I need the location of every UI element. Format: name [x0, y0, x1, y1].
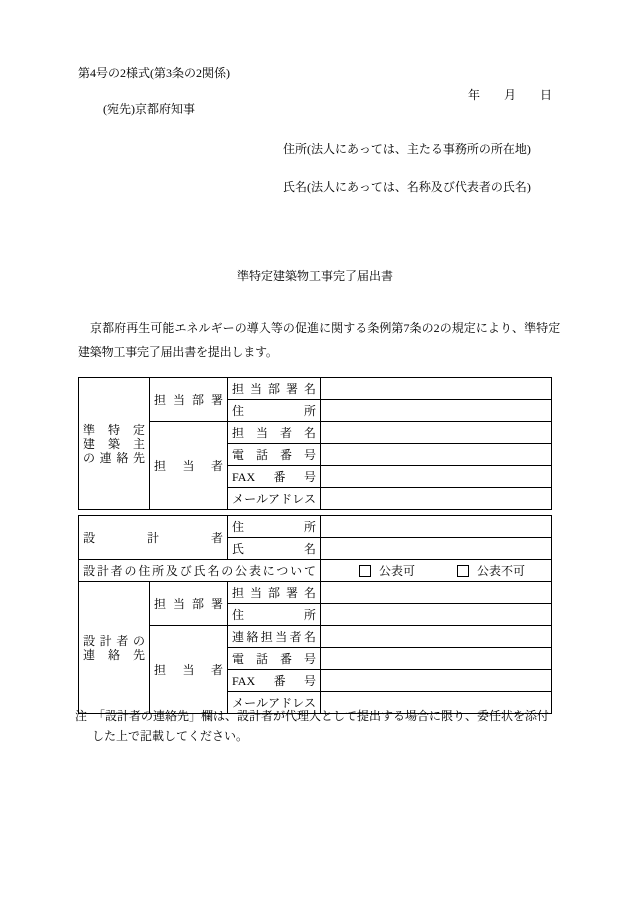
designer-dept-name-label: 担当部署名 — [228, 582, 321, 604]
checkbox-publish-ok-box-icon[interactable] — [359, 565, 371, 577]
footnote-line-1: 注 「設計者の連絡先」欄は、設計者が代理人として提出する場合に限り、委任状を添付 — [75, 709, 550, 723]
field-designer-fax[interactable] — [321, 670, 552, 692]
builder-contact-table — [78, 377, 552, 510]
builder-contact-group-label: 準特定 建築主 の連絡先 — [79, 378, 150, 510]
field-builder-person-name[interactable] — [321, 422, 552, 444]
builder-fax-label: FAX番号 — [228, 466, 321, 488]
footnote — [75, 706, 559, 746]
designer-dept-address-label: 住所 — [228, 604, 321, 626]
builder-email-label: メールアドレス — [228, 488, 321, 510]
recipient-line: (宛先)京都府知事 — [103, 102, 195, 116]
designer-contact-person-label: 連絡担当者名 — [228, 626, 321, 648]
designer-dept-group-label: 担当部署 — [150, 582, 228, 626]
designer-group-label: 設計者 — [79, 516, 228, 560]
designer-phone-label: 電話番号 — [228, 648, 321, 670]
body-paragraph: 京都府再生可能エネルギーの導入等の促進に関する条例第7条の2の規定により、準特定建築物工事完了届出書を提出します。 — [78, 321, 560, 359]
checkbox-publish-no-box-icon[interactable] — [457, 565, 469, 577]
field-designer-dept-name[interactable] — [321, 582, 552, 604]
field-designer-address[interactable] — [321, 516, 552, 538]
checkbox-publish-no-label: 公表不可 — [477, 563, 526, 578]
document-title: 準特定建築物工事完了届出書 — [236, 269, 393, 283]
form-number: 第4号の2様式(第3条の2関係) — [78, 66, 230, 80]
builder-person-group-label: 担当者 — [150, 422, 228, 510]
builder-dept-name-label: 担当部署名 — [228, 378, 321, 400]
field-designer-phone[interactable] — [321, 648, 552, 670]
designer-address-label: 住所 — [228, 516, 321, 538]
publication-consent-cell — [321, 560, 552, 582]
table-row — [79, 560, 552, 582]
field-designer-contact-person[interactable] — [321, 626, 552, 648]
table-row — [79, 516, 552, 538]
field-builder-dept-name[interactable] — [321, 378, 552, 400]
field-builder-phone[interactable] — [321, 444, 552, 466]
field-builder-dept-address[interactable] — [321, 400, 552, 422]
designer-email-label: メールアドレス — [228, 692, 321, 714]
publication-consent-label: 設計者の住所及び氏名の公表について — [79, 560, 321, 582]
field-builder-email[interactable] — [321, 488, 552, 510]
designer-table — [78, 515, 552, 714]
checkbox-publish-ok[interactable] — [359, 564, 415, 578]
designer-person-group-label: 担当者 — [150, 626, 228, 714]
table-row — [79, 582, 552, 604]
checkbox-publish-no[interactable] — [457, 564, 525, 578]
date-line: 年 月 日 — [467, 88, 552, 102]
builder-dept-group-label: 担当部署 — [150, 378, 228, 422]
builder-phone-label: 電話番号 — [228, 444, 321, 466]
table-row — [79, 378, 552, 400]
designer-fax-label: FAX番号 — [228, 670, 321, 692]
checkbox-publish-ok-label: 公表可 — [378, 563, 415, 578]
field-designer-name[interactable] — [321, 538, 552, 560]
field-builder-fax[interactable] — [321, 466, 552, 488]
footnote-line-2: した上で記載してください。 — [92, 729, 249, 743]
designer-contact-group-label: 設計者の 連絡先 — [79, 582, 150, 714]
designer-name-label: 氏名 — [228, 538, 321, 560]
table-row — [79, 422, 552, 444]
field-designer-dept-address[interactable] — [321, 604, 552, 626]
address-label: 住所(法人にあっては、主たる事務所の所在地) — [283, 142, 531, 156]
builder-dept-address-label: 住所 — [228, 400, 321, 422]
name-label: 氏名(法人にあっては、名称及び代表者の氏名) — [283, 180, 531, 194]
builder-person-name-label: 担当者名 — [228, 422, 321, 444]
table-row — [79, 626, 552, 648]
